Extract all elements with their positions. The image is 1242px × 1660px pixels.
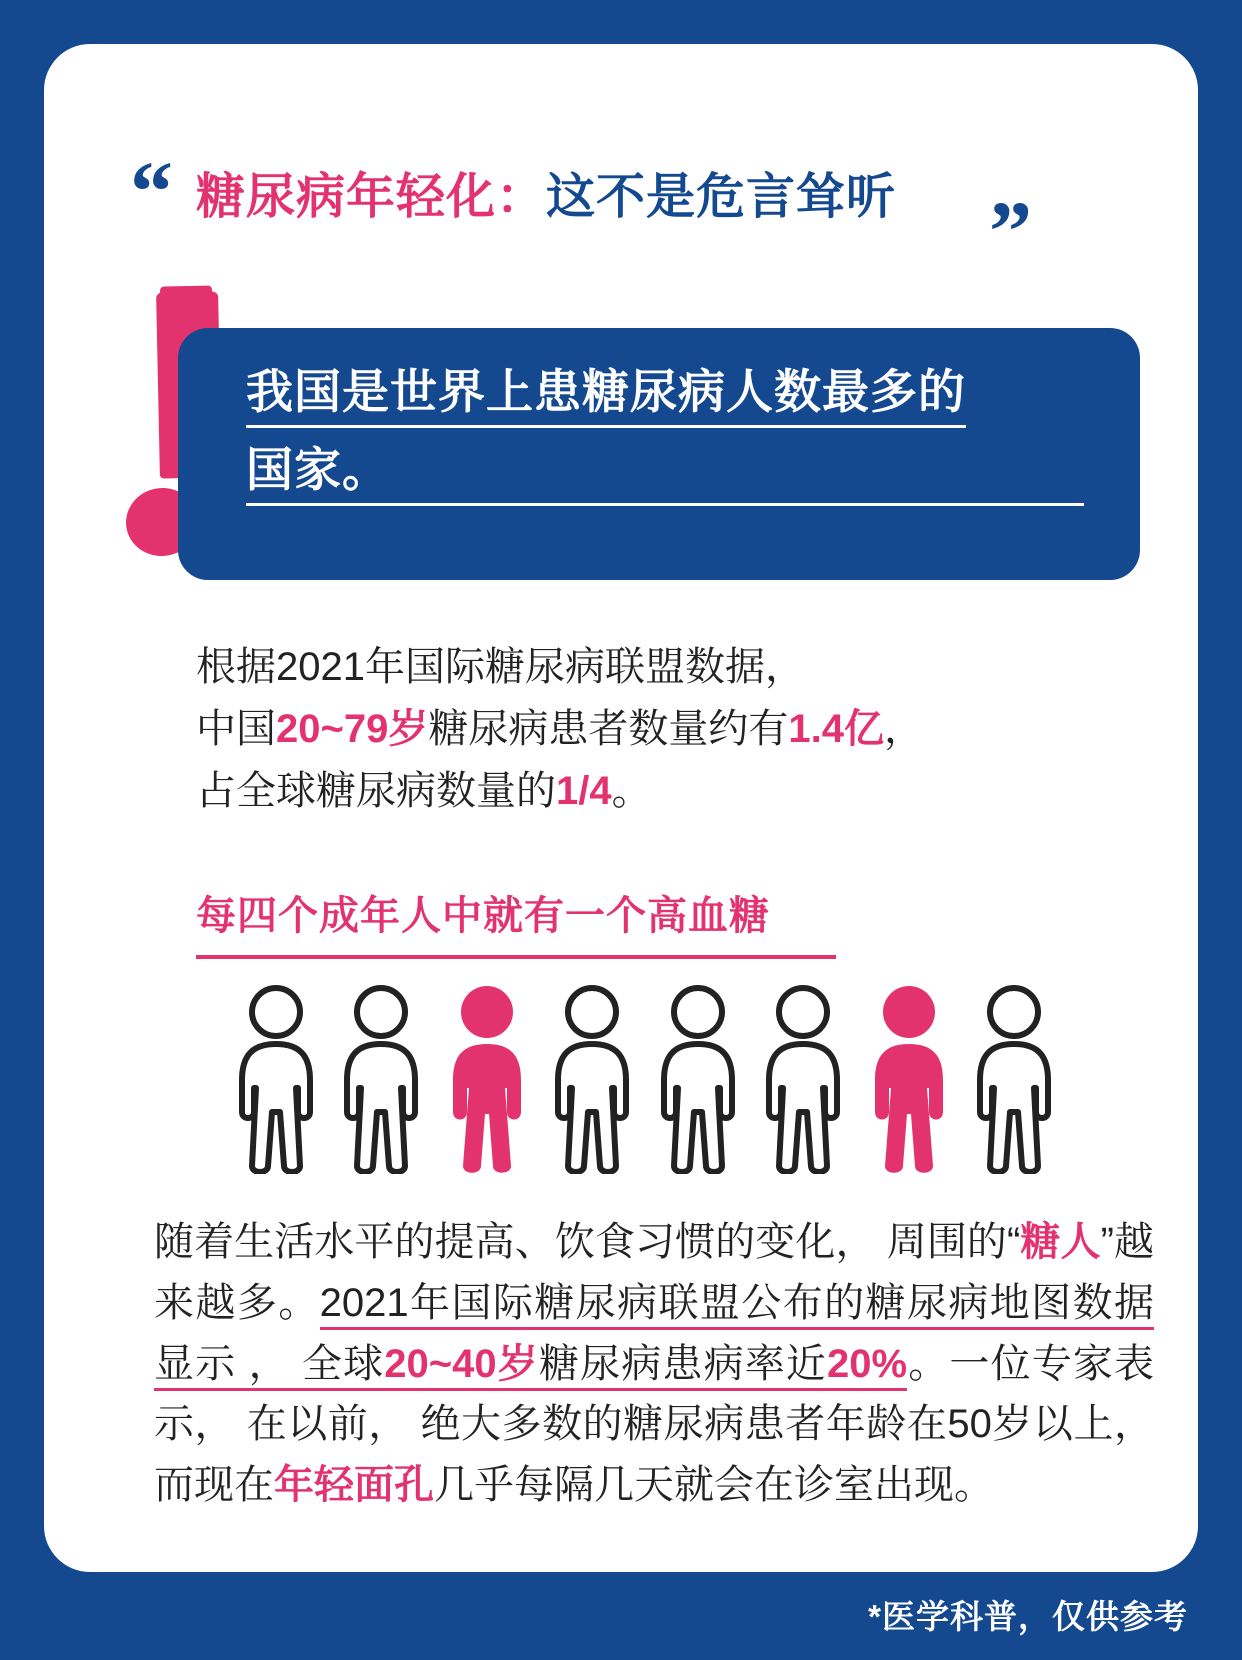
page-title-blue: 这不是危言耸听 [546,170,897,224]
paragraph-trend [154,1212,1154,1516]
statement-line-1: 我国是世界上患糖尿病人数最多的 [246,368,966,428]
person-icon-7-highlighted [863,984,955,1174]
p1-highlight-age-range: 20~79岁 [276,707,429,751]
p1-seg3: 糖尿病患者数量约有 [428,707,789,751]
p2-highlight-age-range: 20~40岁 [384,1342,539,1391]
p2-seg1: 随着生活水平的提高、饮食习惯的变化， 周围的“ [154,1220,1021,1264]
p2-highlight-young-faces: 年轻面孔 [274,1463,434,1508]
p1-seg2: 中国 [196,707,276,751]
quote-open-icon: “ [130,143,173,239]
p1-seg5: 占全球糖尿病数量的 [196,769,556,813]
p2-highlight-rate: 20% [827,1342,907,1391]
person-icon-5 [652,984,744,1174]
paragraph-statistics-line-3 [196,760,1136,822]
page-title-pink: 糖尿病年轻化： [196,170,547,224]
person-icon-8 [968,984,1060,1174]
paragraph-statistics-line-1 [196,636,1136,698]
paragraph-statistics [196,636,1136,822]
p2-underline-1: 2021年国际糖尿病联盟公布的糖尿病地图数据显示 ， 全球 [154,1281,1154,1391]
p2-seg2: ”越来越多。 [154,1220,1154,1325]
p2-highlight-sugar-people: 糖人 [1020,1220,1101,1264]
headline-block [44,140,1198,279]
p2-seg3: 。一位专家表示， 在以前， 绝大多数的糖尿病患者年龄在50岁以上，而现在 [154,1341,1155,1508]
quote-close-icon: ” [989,183,1032,279]
paragraph-statistics-line-2 [196,698,1136,760]
person-icon-1 [230,984,322,1174]
person-icon-6 [757,984,849,1174]
person-icon-4 [546,984,638,1174]
person-icon-3-highlighted [441,984,533,1174]
p1-highlight-share: 1/4 [556,769,612,813]
subheading-ratio: 每四个成年人中就有一个高血糖 [196,884,836,959]
people-pictograph [230,974,1060,1174]
p1-highlight-count: 1.4亿 [788,707,884,751]
p2-underline-2: 糖尿病患病率近 [539,1342,827,1391]
statement-panel [178,328,1140,580]
p1-seg6: 。 [611,769,652,813]
p1-seg1: 根据2021年国际糖尿病联盟数据， [196,645,805,689]
footer-disclaimer: *医学科普，仅供参考 [868,1598,1188,1635]
person-icon-2 [335,984,427,1174]
content-card [44,44,1198,1572]
statement-line-2: 国家。 [246,446,1084,506]
p2-seg4: 几乎每隔几天就会在诊室出现。 [434,1463,994,1508]
p1-seg4: ， [883,707,924,751]
page-title [196,158,1016,228]
